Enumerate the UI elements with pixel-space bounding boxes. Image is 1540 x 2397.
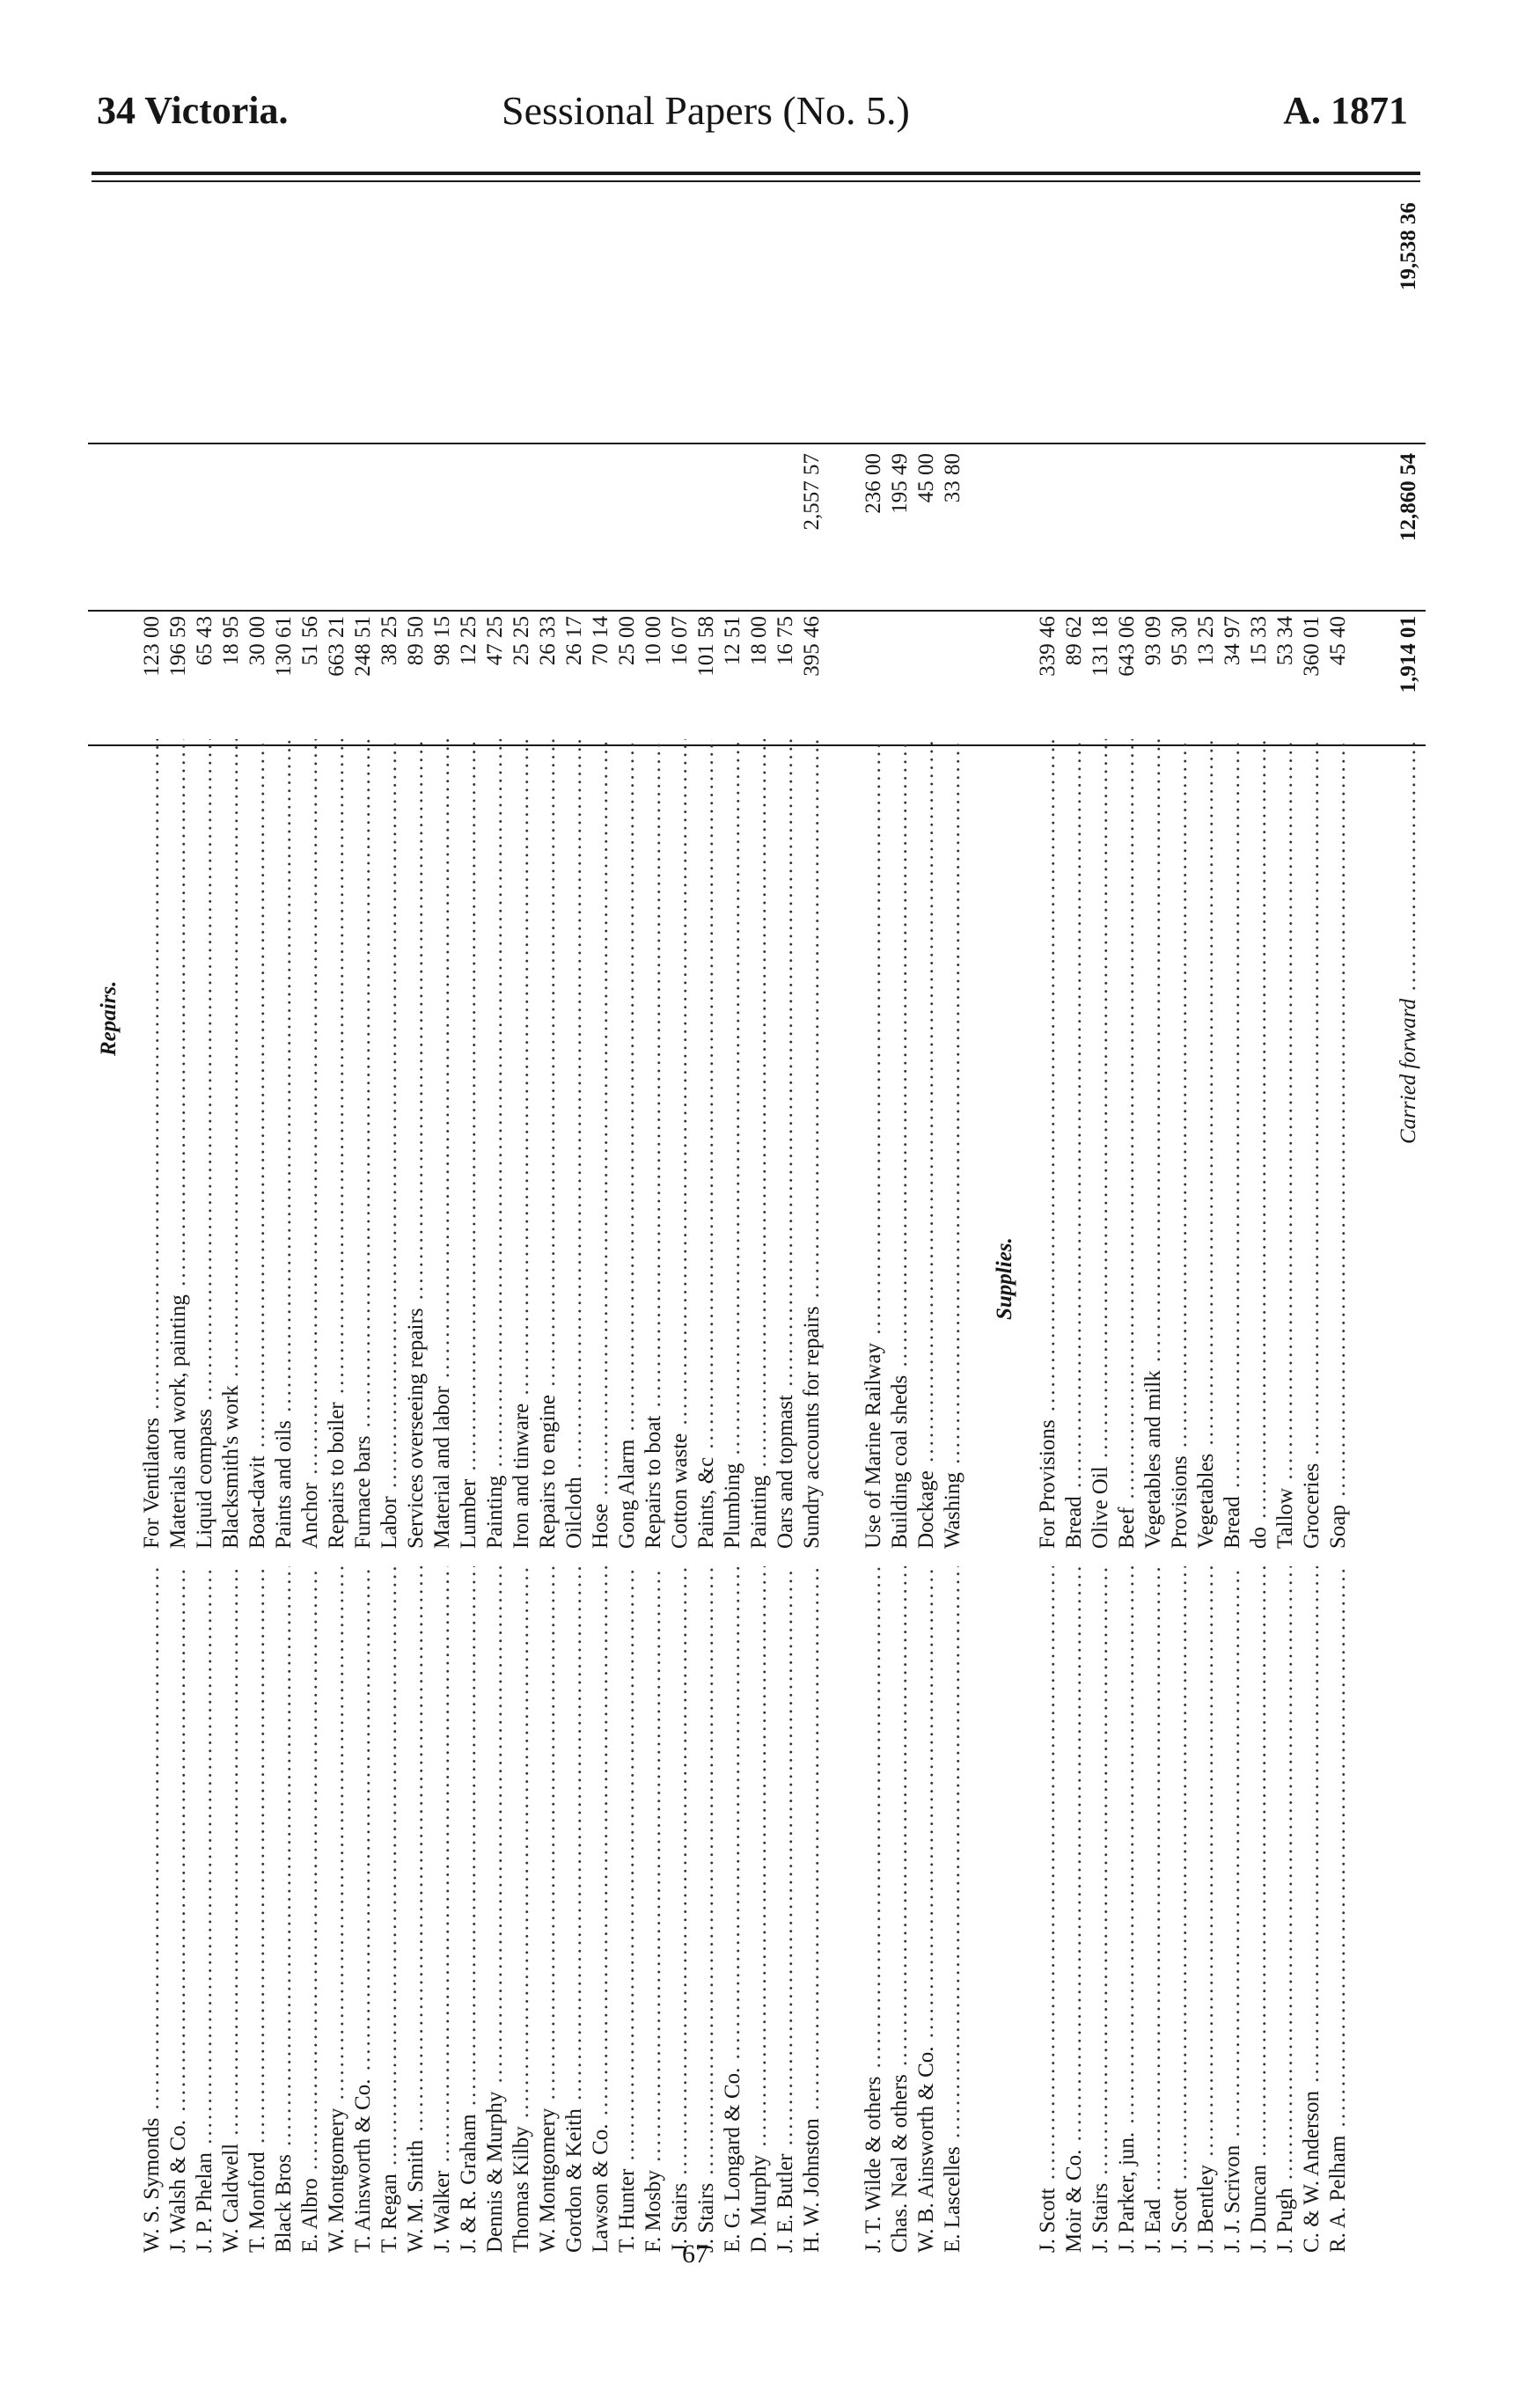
payee-name: T. Hunter ..... — [614, 1566, 641, 2253]
item-description: Tallow ..... — [1272, 739, 1299, 1549]
payee-name: J. Stairs ..... — [693, 1566, 720, 2253]
item-description: Painting ..... — [746, 739, 773, 1549]
item-amount: 643 06 — [1115, 616, 1139, 677]
item-amount: 34 97 — [1221, 616, 1244, 666]
section-title-repairs: Repairs. — [97, 980, 121, 1056]
item-amount: 65 43 — [193, 616, 216, 666]
table-row — [139, 194, 165, 2288]
table-row — [1088, 194, 1114, 2288]
payee-name: W. Caldwell ..... — [218, 1566, 245, 2253]
table-row — [799, 194, 825, 2288]
item-description: Sundry accounts for repairs ..... — [799, 739, 825, 1549]
item-amount: 45 40 — [1326, 616, 1350, 666]
payee-name: R. A. Pelham ..... — [1325, 1566, 1352, 2253]
table-row — [1272, 194, 1299, 2288]
payee-name: Chas. Neal & others ..... — [887, 1566, 913, 2253]
table-row — [403, 194, 429, 2288]
item-amount: 16 07 — [668, 616, 692, 666]
payee-name: E. Albro ..... — [297, 1566, 324, 2253]
table-row — [1035, 194, 1061, 2288]
header-center: Sessional Papers (No. 5.) — [502, 88, 910, 133]
payee-name: J. J. Scrivon ..... — [1220, 1566, 1246, 2253]
carried-forward-row — [1396, 194, 1422, 2288]
payee-name: J. Ead ..... — [1140, 1566, 1167, 2253]
item-amount: 18 95 — [219, 616, 243, 666]
item-description: Anchor ..... — [297, 739, 324, 1549]
header-left: 34 Victoria. — [97, 89, 289, 132]
item-amount: 53 34 — [1273, 616, 1297, 666]
table-row — [913, 194, 940, 2288]
payee-name: W. M. Smith ..... — [403, 1566, 429, 2253]
item-description: Vegetables and milk ..... — [1140, 739, 1167, 1549]
table-row — [1299, 194, 1325, 2288]
payee-name: J. Duncan ..... — [1246, 1566, 1272, 2253]
item-description: Soap ..... — [1325, 739, 1352, 1549]
header-rule-thin — [92, 180, 1420, 182]
item-total: 236 00 — [862, 453, 885, 514]
item-description: Provisions ..... — [1167, 739, 1193, 1549]
payee-name: E. Lascelles ..... — [940, 1566, 966, 2253]
item-amount: 360 01 — [1300, 616, 1324, 677]
item-description: Hose ..... — [588, 739, 614, 1549]
item-description: Furnace bars ..... — [350, 739, 377, 1549]
table-row — [482, 194, 509, 2288]
table-row — [1220, 194, 1246, 2288]
item-amount: 131 18 — [1089, 616, 1112, 677]
table-row — [429, 194, 456, 2288]
table-row — [667, 194, 693, 2288]
item-amount: 123 00 — [140, 616, 164, 677]
payee-name: J. Scott ..... — [1167, 1566, 1193, 2253]
table-row — [561, 194, 588, 2288]
carried-forward-grand: 19,538 36 — [1397, 202, 1420, 290]
repairs-total: 2,557 57 — [800, 453, 824, 531]
item-description: Building coal sheds ..... — [887, 739, 913, 1549]
item-amount: 18 00 — [747, 616, 771, 666]
table-row — [1061, 194, 1088, 2288]
item-description: Bread ..... — [1061, 739, 1088, 1549]
item-description: Paints, &c ..... — [693, 739, 720, 1549]
item-amount: 663 21 — [325, 616, 348, 677]
item-description: Services overseeing repairs ..... — [403, 739, 429, 1549]
payee-name: W. S. Symonds ..... — [139, 1566, 165, 2253]
table-row — [641, 194, 667, 2288]
item-amount: 70 14 — [589, 616, 612, 666]
item-amount: 25 00 — [615, 616, 639, 666]
item-description: Labor ..... — [377, 739, 403, 1549]
table-row — [192, 194, 218, 2288]
table-row — [746, 194, 773, 2288]
item-description: Use of Marine Railway ..... — [861, 739, 887, 1549]
item-description: Plumbing ..... — [720, 739, 746, 1549]
payee-name: J. Bentley ..... — [1193, 1566, 1220, 2253]
payee-name: Thomas Kilby ..... — [509, 1566, 535, 2253]
payee-name: F. Mosby ..... — [641, 1566, 667, 2253]
item-amount: 95 30 — [1168, 616, 1192, 666]
item-amount: 30 00 — [246, 616, 269, 666]
table-row — [456, 194, 482, 2288]
carried-forward-label: Carried forward ..... — [1396, 739, 1422, 1144]
table-row — [218, 194, 245, 2288]
table-row — [324, 194, 350, 2288]
item-amount: 12 25 — [457, 616, 480, 666]
payee-name: J. E. Butler ..... — [773, 1566, 799, 2253]
carried-forward-amount: 1,914 01 — [1397, 616, 1420, 693]
table-row — [693, 194, 720, 2288]
payee-name: J. & R. Graham ..... — [456, 1566, 482, 2253]
section-title-supplies: Supplies. — [993, 1237, 1016, 1320]
item-amount: 98 15 — [430, 616, 454, 666]
item-description: For Provisions ..... — [1035, 739, 1061, 1549]
carried-forward-total: 12,860 54 — [1397, 453, 1420, 541]
item-description: do ..... — [1246, 739, 1272, 1549]
item-description: Liquid compass ..... — [192, 739, 218, 1549]
payee-name: T. Ainsworth & Co. ..... — [350, 1566, 377, 2253]
item-description: Bread ..... — [1220, 739, 1246, 1549]
item-description: Material and labor ..... — [429, 739, 456, 1549]
item-amount: 26 33 — [536, 616, 560, 666]
item-amount: 51 56 — [298, 616, 322, 666]
table-row — [773, 194, 799, 2288]
payee-name: E. G. Longard & Co. ..... — [720, 1566, 746, 2253]
table-row — [271, 194, 297, 2288]
item-amount: 38 25 — [378, 616, 401, 666]
item-description: Painting ..... — [482, 739, 509, 1549]
item-description: Washing ..... — [940, 739, 966, 1549]
table-row — [535, 194, 561, 2288]
payee-name: H. W. Johnston ..... — [799, 1566, 825, 2253]
item-amount: 130 61 — [272, 616, 296, 677]
table-row — [1193, 194, 1220, 2288]
table-row — [377, 194, 403, 2288]
payee-name: J. Pugh ..... — [1272, 1566, 1299, 2253]
table-row — [509, 194, 535, 2288]
payee-name: Black Bros ..... — [271, 1566, 297, 2253]
item-total: 45 00 — [914, 453, 938, 503]
item-amount: 13 25 — [1194, 616, 1218, 666]
item-description: Repairs to engine ..... — [535, 739, 561, 1549]
item-description: Repairs to boat ..... — [641, 739, 667, 1549]
table-row — [614, 194, 641, 2288]
item-amount: 10 00 — [642, 616, 665, 666]
table-row — [1114, 194, 1140, 2288]
item-amount: 196 59 — [166, 616, 190, 677]
item-description: Vegetables ..... — [1193, 739, 1220, 1549]
payee-name: T. Monford ..... — [245, 1566, 271, 2253]
header-right: A. 1871 — [1283, 89, 1408, 132]
item-amount: 16 75 — [774, 616, 797, 666]
item-amount: 93 09 — [1141, 616, 1165, 666]
table-row — [297, 194, 324, 2288]
item-amount: 26 17 — [562, 616, 586, 666]
header-rule-thick — [92, 172, 1420, 175]
running-header — [0, 84, 1540, 137]
payee-name: J. P. Phelan ..... — [192, 1566, 218, 2253]
item-description: Olive Oil ..... — [1088, 739, 1114, 1549]
payee-name: J. T. Wilde & others ..... — [861, 1566, 887, 2253]
payee-name: J. Parker, jun. ..... — [1114, 1566, 1140, 2253]
payee-name: Lawson & Co. ..... — [588, 1566, 614, 2253]
payee-name: T. Regan ..... — [377, 1566, 403, 2253]
payee-name: D. Murphy ..... — [746, 1566, 773, 2253]
item-description: Lumber ..... — [456, 739, 482, 1549]
payee-name: W. B. Ainsworth & Co. ..... — [913, 1566, 940, 2253]
payee-name: J. Walsh & Co. ..... — [165, 1566, 192, 2253]
item-description: Boat-davit ..... — [245, 739, 271, 1549]
item-description: For Ventilators ..... — [139, 739, 165, 1549]
item-amount: 25 25 — [510, 616, 533, 666]
item-amount: 339 46 — [1036, 616, 1060, 677]
item-amount: 47 25 — [483, 616, 507, 666]
item-description: Materials and work, painting ..... — [165, 739, 192, 1549]
item-description: Beef ..... — [1114, 739, 1140, 1549]
payee-name: J. Stairs ..... — [667, 1566, 693, 2253]
table-row — [1167, 194, 1193, 2288]
item-amount: 101 58 — [694, 616, 718, 677]
item-description: Groceries ..... — [1299, 739, 1325, 1549]
item-amount: 15 33 — [1247, 616, 1271, 666]
item-description: Paints and oils ..... — [271, 739, 297, 1549]
item-description: Cotton waste ..... — [667, 739, 693, 1549]
payee-name: Dennis & Murphy ..... — [482, 1566, 509, 2253]
item-amount: 395 46 — [800, 616, 824, 677]
item-amount: 89 50 — [404, 616, 428, 666]
item-amount: 12 51 — [721, 616, 744, 666]
item-description: Gong Alarm ..... — [614, 739, 641, 1549]
payee-name: Moir & Co. ..... — [1061, 1566, 1088, 2253]
item-description: Blacksmith's work ..... — [218, 739, 245, 1549]
table-row — [861, 194, 887, 2288]
item-description: Iron and tinware ..... — [509, 739, 535, 1549]
page-number: 67 — [682, 2239, 708, 2269]
table-row — [940, 194, 966, 2288]
payee-name: W. Montgomery ..... — [535, 1566, 561, 2253]
table-row — [350, 194, 377, 2288]
table-row — [245, 194, 271, 2288]
table-row — [1325, 194, 1352, 2288]
payee-name: J. Walker ..... — [429, 1566, 456, 2253]
rotated-accounts-table — [88, 194, 1426, 2288]
item-amount: 89 62 — [1062, 616, 1086, 666]
payee-name: W. Montgomery ..... — [324, 1566, 350, 2253]
table-row — [887, 194, 913, 2288]
item-description: Dockage ..... — [913, 739, 940, 1549]
table-row — [1246, 194, 1272, 2288]
payee-name: J. Scott ..... — [1035, 1566, 1061, 2253]
table-row — [1140, 194, 1167, 2288]
table-row — [588, 194, 614, 2288]
item-description: Repairs to boiler ..... — [324, 739, 350, 1549]
payee-name: C. & W. Anderson ..... — [1299, 1566, 1325, 2253]
payee-name: Gordon & Keith ..... — [561, 1566, 588, 2253]
item-description: Oilcloth ..... — [561, 739, 588, 1549]
item-total: 33 80 — [941, 453, 964, 503]
payee-name: J. Stairs ..... — [1088, 1566, 1114, 2253]
item-amount: 248 51 — [351, 616, 375, 677]
item-total: 195 49 — [888, 453, 912, 514]
table-row — [720, 194, 746, 2288]
table-row — [165, 194, 192, 2288]
item-description: Oars and topmast ..... — [773, 739, 799, 1549]
